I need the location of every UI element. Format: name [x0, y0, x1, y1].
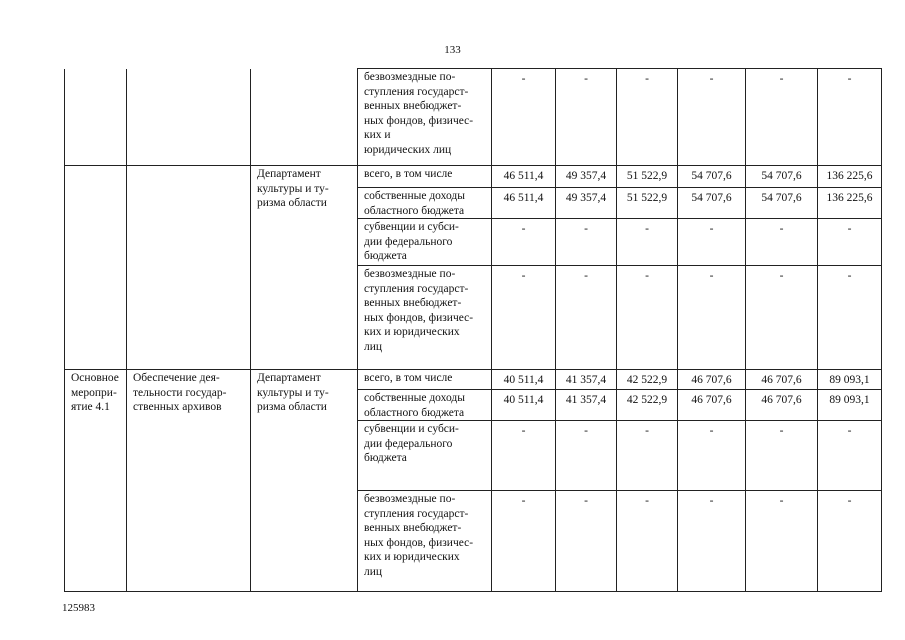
value-cell: 46 707,6 [746, 390, 818, 421]
value-cell: - [678, 266, 746, 370]
page-number: 133 [444, 44, 461, 56]
value-cell: - [818, 219, 882, 266]
funding-source-label: всего, в том числе [358, 370, 492, 390]
measure-code-cell [65, 69, 127, 166]
value-cell: 41 357,4 [556, 390, 617, 421]
value-cell: - [617, 421, 678, 491]
funding-source-label: безвозмездные по- ступления государст- венных внебюджет- ных фондов, физичес- ких и юридических лиц [358, 69, 492, 166]
measure-name: Обеспечение дея- тельности государ- ственных архивов [127, 370, 251, 592]
value-cell: 46 707,6 [746, 370, 818, 390]
value-cell: 54 707,6 [746, 166, 818, 188]
document-code: 125983 [62, 602, 95, 614]
value-cell: - [678, 219, 746, 266]
value-cell: - [492, 69, 556, 166]
value-cell: - [492, 491, 556, 592]
table-row [65, 69, 882, 166]
funding-source-label: всего, в том числе [358, 166, 492, 188]
value-cell: - [556, 491, 617, 592]
value-cell: - [818, 421, 882, 491]
measure-code-cell [65, 166, 127, 370]
value-cell: - [678, 491, 746, 592]
value-cell: - [678, 69, 746, 166]
value-cell: 49 357,4 [556, 188, 617, 219]
value-cell: 46 707,6 [678, 370, 746, 390]
value-cell: 46 707,6 [678, 390, 746, 421]
value-cell: - [556, 421, 617, 491]
funding-source-label: субвенции и субси- дии федерального бюджета [358, 421, 492, 491]
value-cell: 49 357,4 [556, 166, 617, 188]
value-cell: - [678, 421, 746, 491]
value-cell: 51 522,9 [617, 166, 678, 188]
value-cell: 46 511,4 [492, 188, 556, 219]
value-cell: - [818, 266, 882, 370]
department-name: Департамент культуры и ту- ризма области [251, 370, 358, 592]
value-cell: 54 707,6 [678, 188, 746, 219]
value-cell: - [556, 69, 617, 166]
measure-code: Основное меропри- ятие 4.1 [65, 370, 127, 592]
value-cell: - [617, 219, 678, 266]
measure-name-cell [127, 69, 251, 166]
value-cell: - [556, 219, 617, 266]
value-cell: - [746, 421, 818, 491]
value-cell: - [556, 266, 617, 370]
value-cell: - [746, 219, 818, 266]
value-cell: - [617, 491, 678, 592]
value-cell: 40 511,4 [492, 390, 556, 421]
value-cell: 41 357,4 [556, 370, 617, 390]
value-cell: - [746, 266, 818, 370]
value-cell: - [492, 266, 556, 370]
value-cell: 42 522,9 [617, 370, 678, 390]
value-cell: 89 093,1 [818, 370, 882, 390]
value-cell: 40 511,4 [492, 370, 556, 390]
value-cell: 136 225,6 [818, 188, 882, 219]
value-cell: 89 093,1 [818, 390, 882, 421]
value-cell: 46 511,4 [492, 166, 556, 188]
value-cell: 136 225,6 [818, 166, 882, 188]
value-cell: 51 522,9 [617, 188, 678, 219]
value-cell: - [617, 266, 678, 370]
value-cell: - [492, 219, 556, 266]
funding-source-label: безвозмездные по- ступления государст- венных внебюджет- ных фондов, физичес- ких и юридических лиц [358, 266, 492, 370]
value-cell: - [492, 421, 556, 491]
value-cell: - [818, 491, 882, 592]
budget-table [64, 68, 882, 592]
department-name: Департамент культуры и ту- ризма области [251, 166, 358, 370]
funding-source-label: собственные доходы областного бюджета [358, 390, 492, 421]
value-cell: 54 707,6 [746, 188, 818, 219]
funding-source-label: собственные доходы областного бюджета [358, 188, 492, 219]
value-cell: 54 707,6 [678, 166, 746, 188]
funding-source-label: субвенции и субси- дии федерального бюджета [358, 219, 492, 266]
value-cell: - [746, 491, 818, 592]
measure-name-cell [127, 166, 251, 370]
value-cell: - [617, 69, 678, 166]
executor-cell [251, 69, 358, 166]
value-cell: - [818, 69, 882, 166]
funding-source-label: безвозмездные по- ступления государст- венных внебюджет- ных фондов, физичес- ких и юридических лиц [358, 491, 492, 592]
table-row [65, 166, 882, 188]
value-cell: 42 522,9 [617, 390, 678, 421]
table-row [65, 370, 882, 390]
value-cell: - [746, 69, 818, 166]
